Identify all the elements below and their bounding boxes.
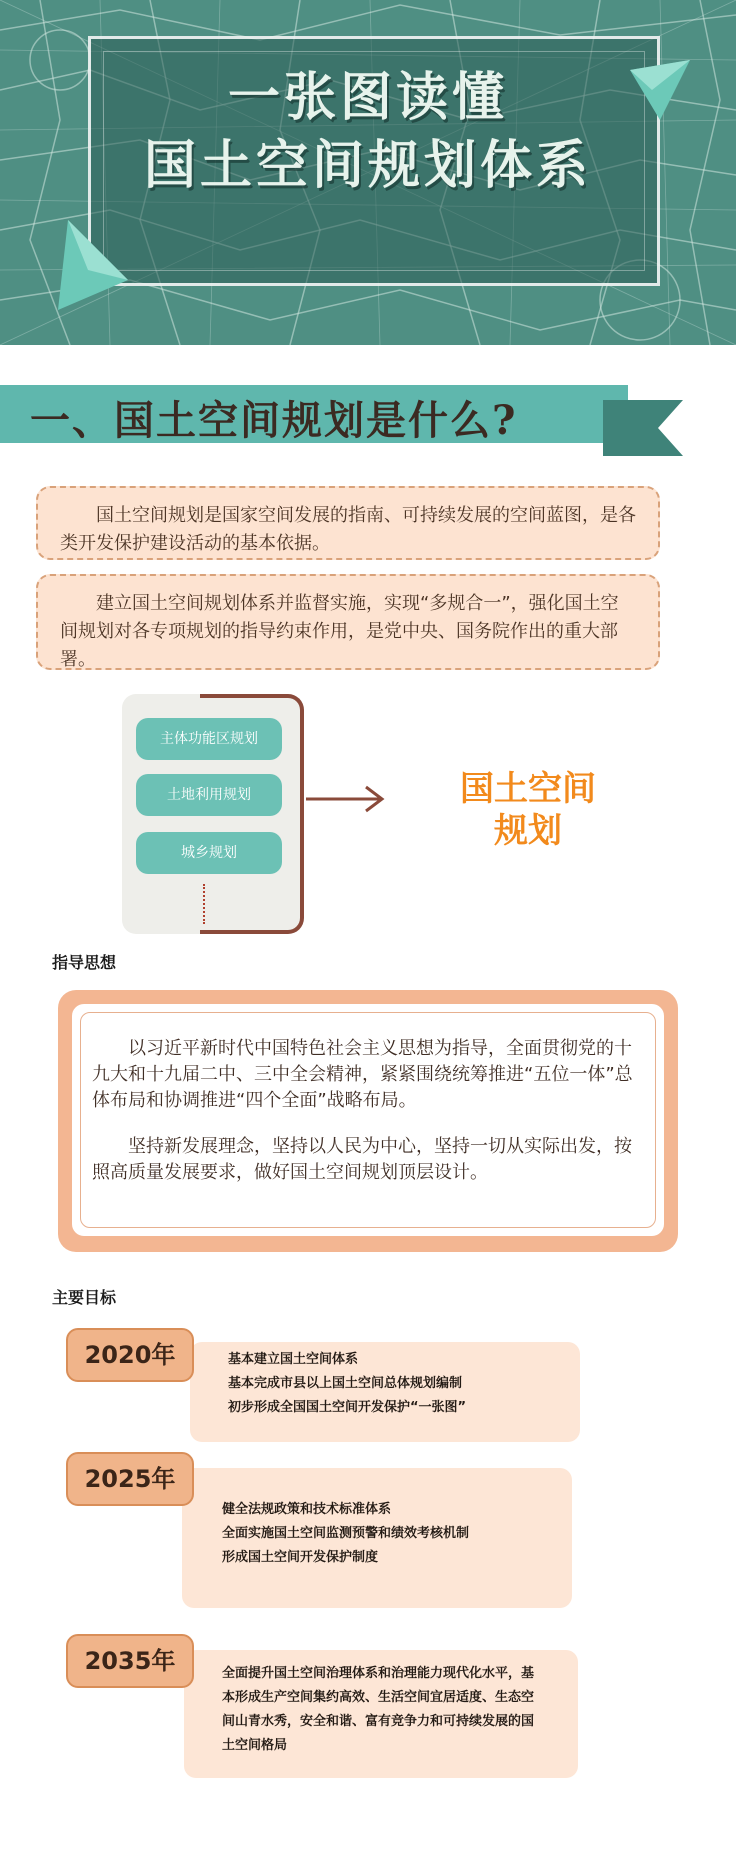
guidance-paragraph bbox=[92, 1134, 648, 1186]
guidance-text-2: 坚持新发展理念，坚持以人民为中心，坚持一切从实际出发，按照高质量发展要求，做好国土空间规划顶层设计。 bbox=[92, 1136, 632, 1183]
goal-item: 基本建立国土空间体系 bbox=[228, 1352, 359, 1367]
year-badge: 2020年 bbox=[66, 1328, 194, 1382]
goal-item: 形成国土空间开发保护制度 bbox=[222, 1550, 379, 1565]
definition-box bbox=[36, 486, 660, 560]
goals-heading: 主要目标 bbox=[52, 1288, 117, 1307]
goal-list bbox=[228, 1348, 466, 1420]
header-banner bbox=[0, 0, 736, 345]
plan-item: 城乡规划 bbox=[136, 832, 282, 874]
goal-item: 全面实施国土空间监测预警和绩效考核机制 bbox=[222, 1526, 470, 1541]
page-title-line1: 一张图读懂 bbox=[227, 67, 508, 128]
goal-item: 土空间格局 bbox=[222, 1738, 288, 1753]
year-badge: 2025年 bbox=[66, 1452, 194, 1506]
ribbon-tail-icon bbox=[603, 400, 683, 456]
paper-plane-icon bbox=[58, 220, 128, 310]
goal-item: 间山青水秀，安全和谐、富有竞争力和可持续发展的国 bbox=[222, 1714, 535, 1729]
definition-text: 国土空间规划是国家空间发展的指南、可持续发展的空间蓝图，是各类开发保护建设活动的基本依据。 bbox=[60, 505, 636, 554]
paper-plane-icon bbox=[630, 60, 690, 130]
guidance-paragraph bbox=[92, 1036, 648, 1114]
year-badge: 2035年 bbox=[66, 1634, 194, 1688]
guidance-text-1: 以习近平新时代中国特色社会主义思想为指导，全面贯彻党的十九大和十九届二中、三中全会精神，紧紧围绕统筹推进“五位一体”总体布局和协调推进“四个全面”战略布局。 bbox=[92, 1038, 633, 1111]
goal-list bbox=[222, 1662, 534, 1758]
result-label bbox=[418, 768, 638, 852]
plan-item: 土地利用规划 bbox=[136, 774, 282, 816]
result-line1: 国土空间 bbox=[460, 769, 596, 809]
goal-list bbox=[222, 1498, 469, 1570]
page-title-line2: 国土空间规划体系 bbox=[143, 135, 592, 196]
goal-item: 全面提升国土空间治理体系和治理能力现代化水平，基 bbox=[222, 1666, 535, 1681]
goal-item: 本形成生产空间集约高效、生活空间宜居适度、生态空 bbox=[222, 1690, 535, 1705]
arrow-right-icon bbox=[306, 784, 388, 814]
guidance-heading: 指导思想 bbox=[52, 953, 117, 972]
section-heading: 一、国土空间规划是什么? bbox=[30, 397, 518, 444]
more-dots bbox=[203, 884, 209, 924]
result-line2: 规划 bbox=[494, 811, 562, 851]
deployment-box bbox=[36, 574, 660, 670]
plan-item: 主体功能区规划 bbox=[136, 718, 282, 760]
deployment-text: 建立国土空间规划体系并监督实施，实现“多规合一”，强化国土空间规划对各专项规划的指导约束作用，是党中央、国务院作出的重大部署。 bbox=[60, 593, 619, 670]
goal-item: 健全法规政策和技术标准体系 bbox=[222, 1502, 392, 1517]
goal-item: 基本完成市县以上国土空间总体规划编制 bbox=[228, 1376, 463, 1391]
goal-item: 初步形成全国国土空间开发保护“一张图” bbox=[228, 1400, 467, 1415]
